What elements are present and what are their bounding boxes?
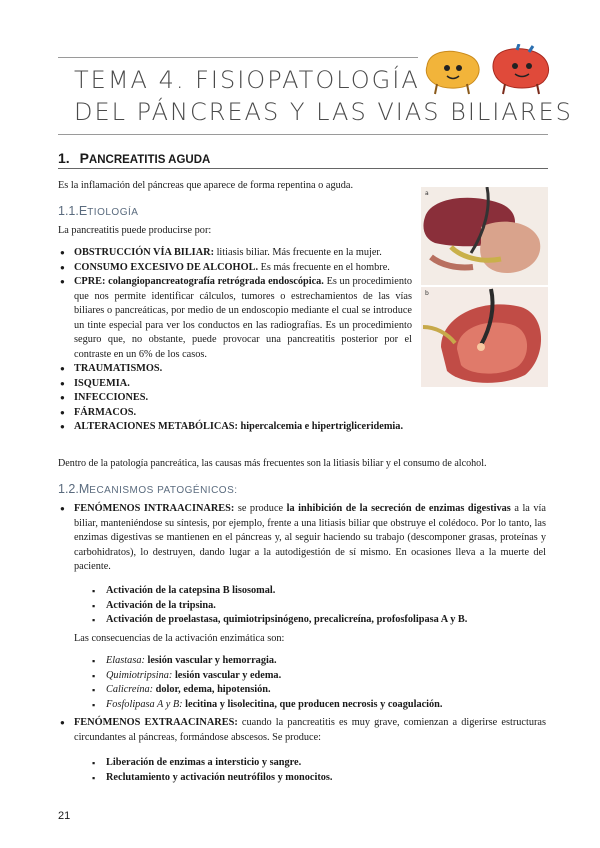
- list-item: ▪ Elastasa: lesión vascular y hemorragia.: [90, 654, 540, 669]
- cpre-illustration-stomach: [421, 187, 548, 285]
- list-item: ▪ Liberación de enzimas a intersticio y sangre.: [90, 756, 540, 771]
- list-item: ▪ Reclutamiento y activación neutrófilos y monocitos.: [90, 771, 540, 786]
- section-number: 1.: [58, 150, 70, 166]
- section-heading-pancreatitis: [58, 150, 210, 166]
- list-item: ● OBSTRUCCIÓN VÍA BILIAR: litiasis biliar. Más frecuente en la mujer.: [60, 246, 412, 261]
- top-rule: [58, 57, 418, 58]
- subheading-etiologia: [58, 204, 138, 218]
- subheading-number: 1.1.: [58, 204, 79, 218]
- list-item: ▪ Fosfolipasa A y B: lecitina y lisolecitina, que producen necrosis y coagulación.: [90, 698, 540, 713]
- subheading-rest: ECANISMOS PATOGÉNICOS:: [89, 485, 238, 496]
- organ-mascots-illustration: [425, 44, 555, 96]
- subheading-rest: TIOLOGÍA: [87, 207, 139, 218]
- consequences-lead: Las consecuencias de la activación enzimática son:: [74, 633, 285, 644]
- list-item: ● FENÓMENOS EXTRAACINARES: cuando la pancreatitis es muy grave, comienzan a digerirse estructuras circundantes al páncreas, formándose abscesos. Se produce:: [60, 716, 546, 745]
- list-item: ▪ Quimiotripsina: lesión vascular y edema.: [90, 669, 540, 684]
- etiology-closing: Dentro de la patología pancreática, las causas más frecuentes son la litiasis biliar y el consumo de alcohol.: [58, 458, 487, 469]
- list-item: ▪ Calicreína: dolor, edema, hipotensión.: [90, 683, 540, 698]
- etiology-lead: La pancreatitis puede producirse por:: [58, 225, 212, 236]
- extraacinar-block: [60, 716, 546, 745]
- stomach-mascot: [493, 44, 549, 94]
- intraacinar-block: [60, 502, 546, 575]
- list-item: ▪ Activación de la catepsina B lisosomal.: [90, 584, 540, 599]
- liver-mascot: [426, 51, 479, 94]
- title-bottom-rule: [58, 134, 548, 135]
- consequences-list: [90, 654, 540, 712]
- list-item: ● FÁRMACOS.: [60, 406, 412, 421]
- list-item: ▪ Activación de proelastasa, quimiotripsinógeno, precalicreína, profosfolipasa A y B.: [90, 613, 540, 628]
- section-title-initial: P: [79, 150, 89, 166]
- page-number: 21: [58, 810, 71, 822]
- subheading-mecanismos: [58, 482, 238, 496]
- extraacinar-list: [90, 756, 540, 785]
- etiology-list: [60, 246, 412, 435]
- title-line-1: TEMA 4. FISIOPATOLOGÍA: [74, 66, 420, 94]
- list-item: ● CPRE: colangiopancreatografía retrógrada endoscópica. Es un procedimiento que nos permite identificar cálculos, tumores o estrechamientos de las vías biliares o pancreáticas, por medio de un endoscopio mediante el cual se introduce un tinte especial para ver los conductos en las radiografías. Es un procedimiento seguro que, no obstante, puede provocar una pancreatitis posterior por el contraste en un 6% de los casos.: [60, 275, 412, 362]
- list-item: ● FENÓMENOS INTRAACINARES: se produce la inhibición de la secreción de enzimas digestivas a la vía biliar, manteniéndose su síntesis, por ejemplo, frente a una litiasis biliar que obstruye el colédoco. Por lo tanto, las enzimas digestivas se mantienen en el páncreas y, al seguir haciendo su trabajo (descomponer grasas, proteínas y carbohidratos), lo destruyen, dando lugar a la autodigestión de sí mismo. En ocasiones lleva a la muerte del paciente.: [60, 502, 546, 575]
- list-item: ● TRAUMATISMOS.: [60, 362, 412, 377]
- section-title-rest: ANCREATITIS AGUDA: [88, 154, 211, 166]
- section-underline: [58, 168, 548, 169]
- title-line-2: DEL PÁNCREAS Y LAS VIAS BILIARES: [74, 98, 573, 126]
- activation-list: [90, 584, 540, 628]
- svg-text:a: a: [425, 190, 429, 197]
- subheading-initial: M: [78, 482, 90, 496]
- list-item: ● CONSUMO EXCESIVO DE ALCOHOL. Es más frecuente en el hombre.: [60, 261, 412, 276]
- list-item: ● ALTERACIONES METABÓLICAS: hipercalcemia e hipertrigliceridemia.: [60, 420, 494, 435]
- svg-text:b: b: [425, 290, 429, 297]
- cpre-illustration-duodenum: [421, 287, 548, 387]
- subheading-initial: E: [78, 204, 88, 218]
- list-item: ▪ Activación de la tripsina.: [90, 599, 540, 614]
- section-intro-text: Es la inflamación del páncreas que aparece de forma repentina o aguda.: [58, 180, 354, 191]
- list-item: ● INFECCIONES.: [60, 391, 412, 406]
- subheading-number: 1.2.: [58, 482, 79, 496]
- list-item: ● ISQUEMIA.: [60, 377, 412, 392]
